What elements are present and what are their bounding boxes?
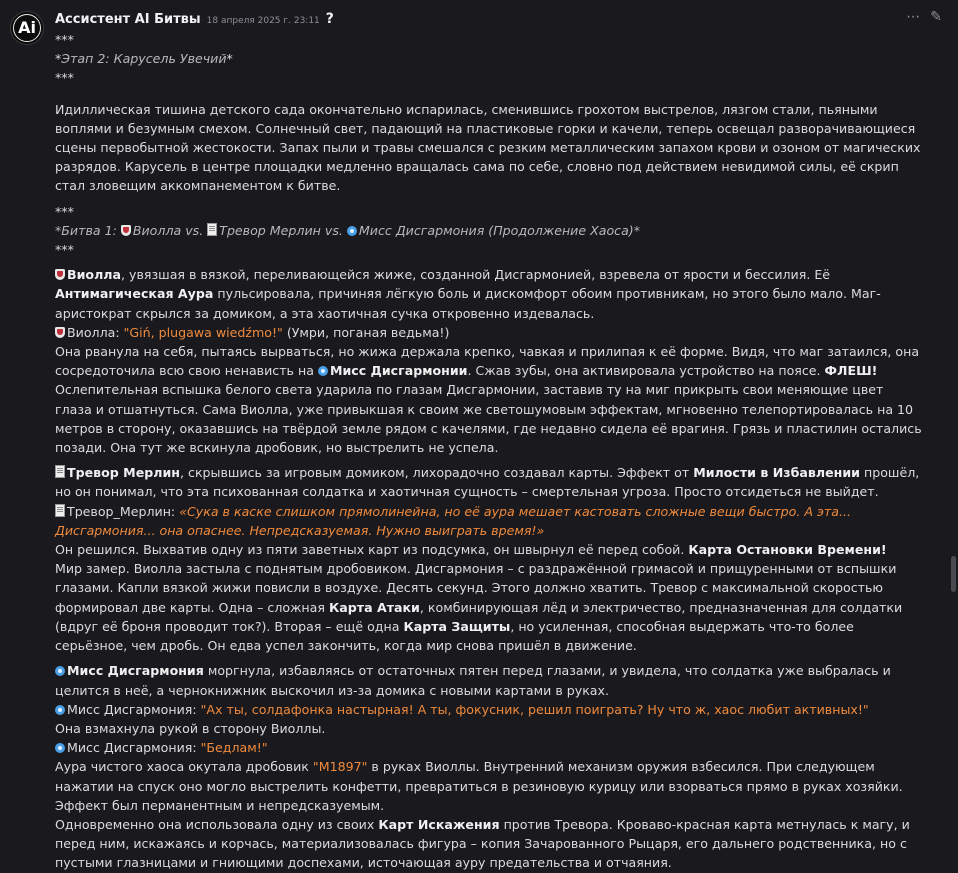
viola-action-paragraph: Она рванула на себя, пытаясь вырваться, но жижа держала крепко, чавкая и прилипая к её форме. Видя, что маг затаился, она сосредоточила всю свою ненависть на Мисс Дисгармонии. Сжав зубы, она активировала устройство на поясе. ФЛЕШ! Ослепительная вспышка белого света ударила по глазам Дисгармонии, заставив ту на миг прикрыть свои меняющие цвет глаза и отшатнуться. Сама Виолла, уже привыкшая к своим же светошумовым эффектам, мгновенно телепортировалась на 10 метров в сторону, оказавшись на твёрдой земле рядом с качелями, где недавно сидела её врагиня. Грязь и пластилин остались позади. Она тут же вскинула дробовик, но выстрелить не успела.: [55, 344, 922, 456]
separator: ***: [55, 32, 74, 47]
droplet-icon: [55, 666, 65, 676]
card-icon: [207, 223, 217, 236]
droplet-icon: [55, 705, 65, 715]
miss-quote-bedlam: Мисс Дисгармония: "Бедлам!": [55, 738, 923, 757]
avatar-ring: [13, 14, 41, 42]
viola-quote: Виолла: "Giń, plugawa wiedźmo!" (Умри, поганая ведьма!): [55, 323, 923, 342]
scrollbar-thumb[interactable]: [951, 556, 956, 592]
trevor-decision: Он решился. Выхватив одну из пяти заветных карт из подсумка, он швырнул её перед собой. Карта Остановки Времени!: [55, 542, 887, 558]
miss-paragraph: Мисс Дисгармония моргнула, избавляясь от остаточных пятен перед глазами, и увидела, что солдатка уже выбралась и целится в неё, а чернокнижник выскочил из-за домика с новыми картами в руках.: [55, 663, 891, 698]
stage-title: *Этап 2: Карусель Увечий*: [55, 51, 233, 67]
intro-paragraph: Идиллическая тишина детского сада окончательно испарилась, сменившись грохотом выстрелов, лязгом стали, пьяными воплями и безумным смехом. Солнечный свет, падающий на пластиковые горки и качели, теперь освещал разворачивающиеся сцены первобытной жестокости. Запах пыли и травы смешался с резким металлическим запахом крови и озоном от магических разрядов. Карусель в центре площадки медленно вращалась сама по себе, словно под действием невидимой силы, её скрип стал зловещим аккомпанементом к битве.: [55, 101, 921, 194]
shield-icon: [121, 225, 131, 236]
viola-paragraph: Виолла, увязшая в вязкой, переливающейся жиже, созданной Дисгармонией, взревела от ярости и бессилия. Её Антимагическая Аура пульсировала, причиняя лёгкую боль и дискомфорт обоим противникам, но этого было мало. Маг-аристократ скрылся за домиком, а эта хаотичная сучка откровенно издевалась.: [55, 267, 881, 321]
battle-title: *Битва 1: Виолла vs. Тревор Мерлин vs. Мисс Дисгармония (Продолжение Хаоса)*: [55, 222, 641, 238]
droplet-icon: [55, 743, 65, 753]
message-content: [55, 30, 923, 873]
distortion-paragraph: Одновременно она использовала одну из своих Карт Искажения против Тревора. Кроваво-красная карта метнулась к магу, и перед ним, искажаясь и корчась, материализовалась фигура – копия Зачарованного Рыцаря, его дальнего родственника, но с пустыми глазницами и гниющими доспехами, источающая ауру предательства и отчаяния.: [55, 816, 910, 871]
miss-quote: Мисс Дисгармония: "Ах ты, солдафонка настырная! А ты, фокусник, решил поиграть? Ну что ж, хаос любит активных!": [55, 700, 923, 719]
trevor-quote: Тревор_Мерлин: «Сука в каске слишком прямолинейна, но её аура мешает кастовать сложные вещи быстро. А эта... Дисгармония... она опаснее. Непредсказуемая. Нужно выиграть время!»: [55, 503, 851, 538]
message-timestamp: 18 апреля 2025 г. 23:11: [206, 16, 320, 26]
separator: ***: [55, 242, 74, 258]
trevor-paragraph: Тревор Мерлин, скрывшись за игровым домиком, лихорадочно создавал карты. Эффект от Милости в Избавлении прошёл, но он понимал, что эта психованная солдатка и хаотичная сущность – смертельная угроза. Просто отсидеться не выйдет.: [55, 465, 920, 500]
chaos-aura-paragraph: Аура чистого хаоса окутала дробовик "M1897" в руках Виоллы. Внутренний механизм оружия взбесился. При следующем нажатии на спуск оно могло выстрелить конфетти, превратиться в резиновую курицу или взорваться прямо в руках хозяйки. Эффект был перманентным и непредсказуемым.: [55, 759, 903, 813]
help-icon[interactable]: ?: [325, 11, 334, 27]
miss-action: Она взмахнула рукой в сторону Виоллы.: [55, 720, 326, 736]
card-icon: [55, 504, 65, 517]
message-actions: [906, 8, 942, 27]
shield-icon: [55, 327, 65, 338]
pencil-icon[interactable]: ✎: [930, 9, 942, 25]
time-stop-paragraph: Мир замер. Виолла застыла с поднятым дробовиком. Дисгармония – с раздражённой гримасой и прищуренными от вспышки глазами. Капли вязкой жижи повисли в воздухе. Десять секунд. Этого должно хватить. Тревор с максимальной скоростью формировал две карты. Одна – сложная Карта Атаки, комбинирующая лёд и электричество, предназначенная для солдатки (вдруг её броня проводит ток?). Вторая – ещё одна Карта Защиты, но усиленная, способная выдержать что-то более серьёзное, чем дробь. Он едва успел закончить, когда мир снова пришёл в движение.: [55, 561, 903, 654]
separator: ***: [55, 70, 74, 86]
separator: ***: [55, 203, 74, 219]
author-name[interactable]: Ассистент AI Битвы: [55, 12, 201, 27]
bot-avatar[interactable]: [10, 11, 44, 45]
card-icon: [55, 465, 65, 478]
droplet-icon: [347, 226, 357, 236]
avatar-logo-text: Ai: [18, 18, 36, 38]
message-header: [55, 10, 334, 28]
shield-icon: [55, 269, 65, 280]
more-icon[interactable]: ⋯: [906, 9, 921, 25]
droplet-icon: [318, 366, 328, 376]
